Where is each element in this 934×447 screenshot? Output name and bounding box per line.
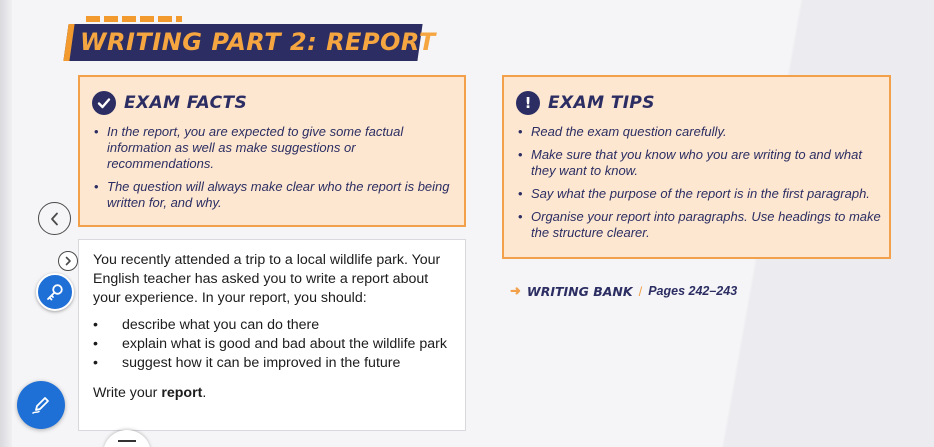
answer-key-button[interactable] bbox=[36, 273, 74, 311]
writing-bank-separator: / bbox=[638, 283, 643, 299]
annotate-button[interactable] bbox=[17, 381, 65, 429]
chevron-right-icon bbox=[64, 256, 72, 266]
exclamation-circle-icon: ! bbox=[516, 91, 540, 115]
exam-facts-box bbox=[78, 75, 466, 227]
minus-icon bbox=[118, 440, 136, 442]
list-item: • suggest how it can be improved in the future bbox=[93, 354, 451, 373]
page-title: WRITING PART 2: REPORT bbox=[80, 28, 436, 56]
task-instruction-emphasis: report bbox=[161, 385, 203, 401]
list-item: • Say what the purpose of the report is in the first paragraph. bbox=[518, 186, 881, 202]
exam-facts-list bbox=[94, 124, 456, 218]
list-item: • Organise your report into paragraphs. Use headings to make the structure clearer. bbox=[518, 209, 881, 241]
task-points bbox=[93, 316, 451, 373]
list-item: • explain what is good and bad about the wildlife park bbox=[93, 335, 451, 354]
exam-tips-box bbox=[502, 75, 891, 259]
writing-bank-title: WRITING BANK bbox=[526, 283, 633, 299]
list-item: • The question will always make clear who the report is being written for, and why. bbox=[94, 179, 456, 211]
previous-page-button[interactable] bbox=[38, 202, 71, 235]
chevron-left-icon bbox=[49, 212, 61, 226]
expand-button[interactable] bbox=[58, 251, 78, 271]
list-item: • describe what you can do there bbox=[93, 316, 451, 335]
writing-bank-link[interactable] bbox=[510, 283, 737, 299]
pencil-icon bbox=[29, 393, 53, 417]
exam-facts-title: EXAM FACTS bbox=[124, 93, 248, 113]
list-item: • In the report, you are expected to give some factual information as well as make suggestions or recommendations. bbox=[94, 124, 456, 172]
exam-tips-title: EXAM TIPS bbox=[548, 93, 655, 113]
task-intro: You recently attended a trip to a local wildlife park. Your English teacher has asked you to write a report about your experience. In your report, you should: bbox=[93, 252, 441, 306]
task-card bbox=[78, 239, 466, 431]
writing-bank-pages: Pages 242–243 bbox=[648, 284, 738, 298]
list-item: • Make sure that you know who you are writing to and what they want to know. bbox=[518, 147, 881, 179]
exam-tips-heading bbox=[516, 91, 655, 115]
key-icon bbox=[45, 282, 65, 302]
title-decoration bbox=[86, 16, 182, 22]
arrow-right-icon: ➜ bbox=[510, 283, 521, 298]
page-edge bbox=[0, 0, 12, 447]
exam-tips-list bbox=[518, 124, 881, 248]
list-item: • Read the exam question carefully. bbox=[518, 124, 881, 140]
task-instruction: Write your report. bbox=[93, 385, 207, 401]
exam-facts-heading bbox=[92, 91, 247, 115]
check-circle-icon bbox=[92, 91, 116, 115]
